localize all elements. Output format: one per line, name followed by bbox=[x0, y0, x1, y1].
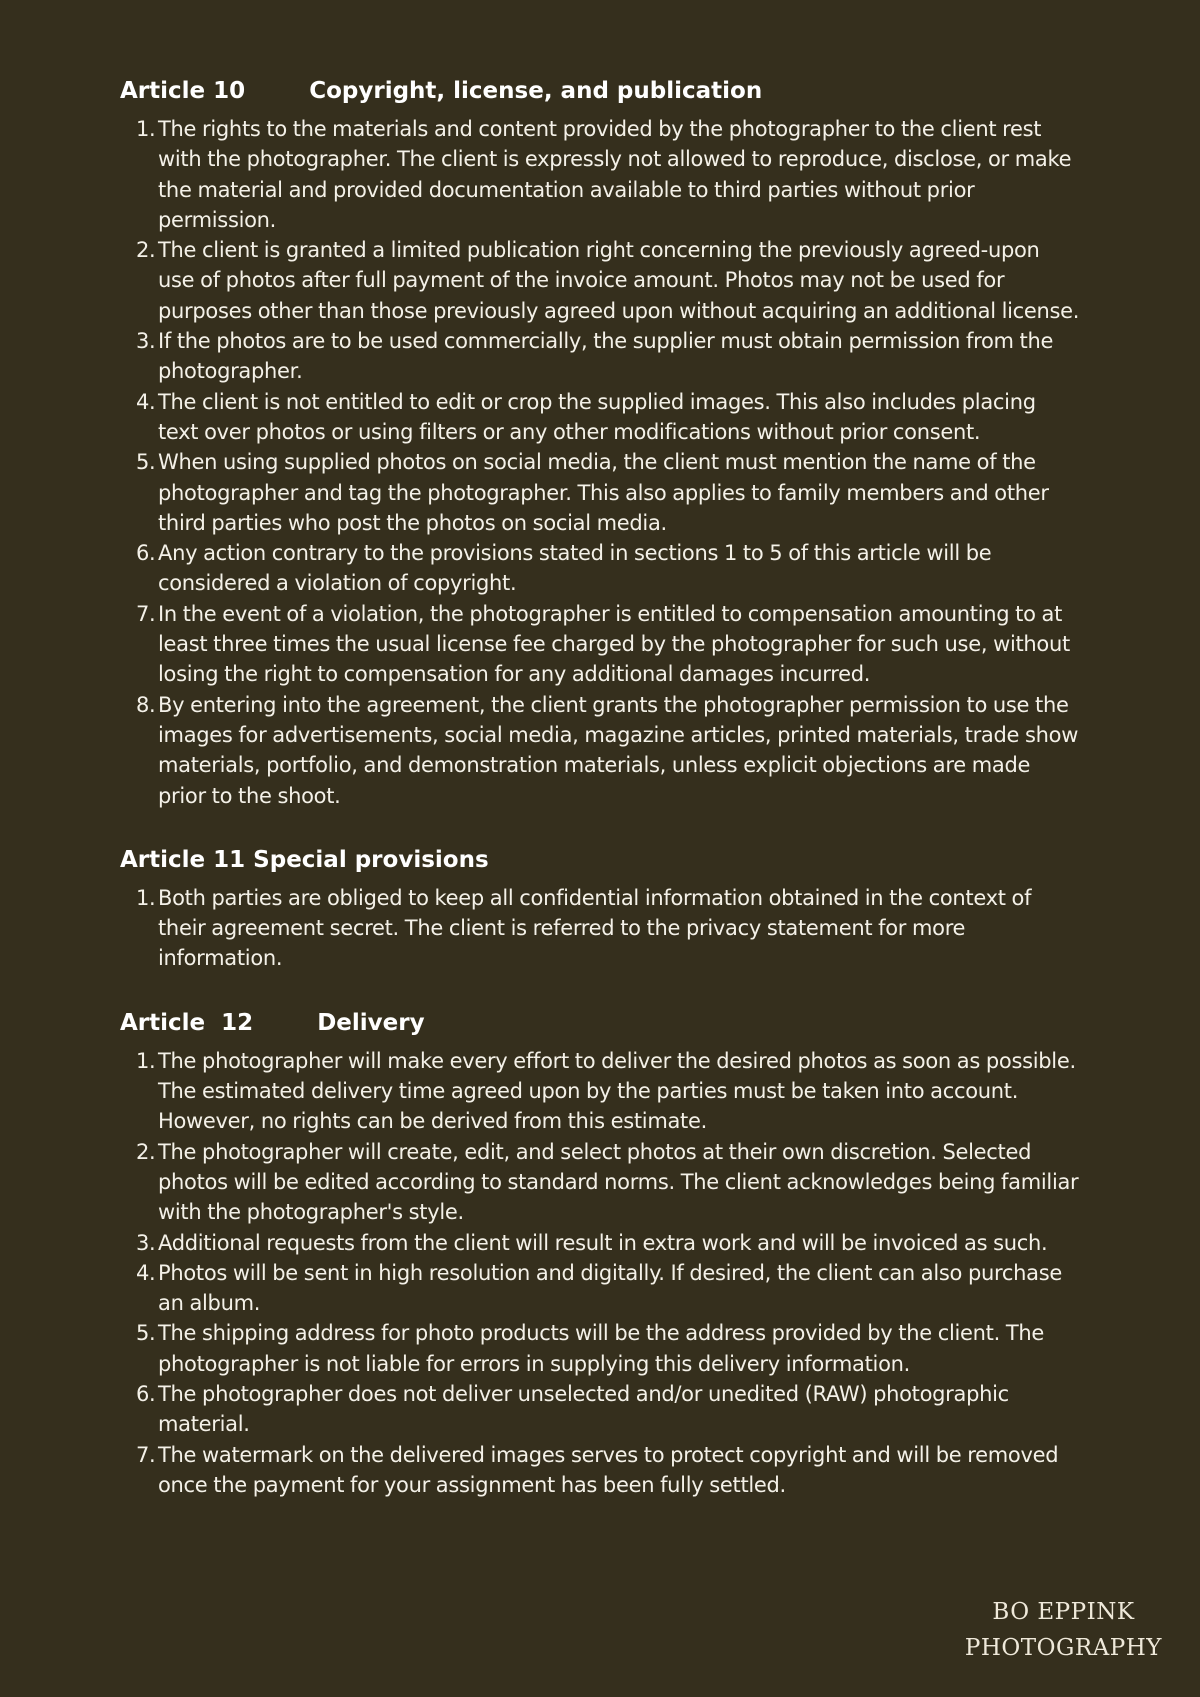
list-item bbox=[120, 1228, 1080, 1258]
list-item bbox=[120, 326, 1080, 387]
item-text: The shipping address for photo products will be the address provided by the client. The photographer is not liable for errors in supplying this delivery information. bbox=[158, 1321, 1045, 1376]
item-number: 2. bbox=[136, 1139, 156, 1164]
item-number: 1. bbox=[136, 1048, 156, 1073]
item-number: 4. bbox=[136, 1260, 156, 1285]
item-text: The watermark on the delivered images serves to protect copyright and will be removed once the payment for your assignment has been fully settled. bbox=[158, 1442, 1059, 1497]
document-body bbox=[120, 72, 1080, 1500]
item-text: The client is not entitled to edit or crop the supplied images. This also includes placing text over photos or using filters or any other modifications without prior consent. bbox=[158, 389, 1036, 444]
article-10 bbox=[120, 72, 1080, 811]
article-12 bbox=[120, 1004, 1080, 1500]
item-text: In the event of a violation, the photographer is entitled to compensation amounting to at least three times the usual license fee charged by the photographer for such use, without losing the right to compensation for any additional damages incurred. bbox=[158, 601, 1070, 687]
list-item bbox=[120, 1318, 1080, 1379]
article-10-list bbox=[120, 114, 1080, 811]
item-number: 7. bbox=[136, 601, 156, 626]
item-text: The photographer will create, edit, and select photos at their own discretion. Selected photos will be edited according to standard norms. The client acknowledges being familiar with the photographer's style. bbox=[158, 1139, 1079, 1225]
item-text: When using supplied photos on social media, the client must mention the name of the photographer and tag the photographer. This also applies to family members and other third parties who post the photos on social media. bbox=[158, 450, 1049, 535]
list-item bbox=[120, 387, 1080, 448]
article-11 bbox=[120, 841, 1080, 974]
item-number: 5. bbox=[136, 450, 156, 475]
item-text: If the photos are to be used commercially, the supplier must obtain permission from the photographer. bbox=[158, 329, 1054, 384]
item-number: 8. bbox=[136, 692, 156, 717]
article-10-heading: Article 10 Copyright, license, and publication bbox=[120, 78, 763, 104]
item-number: 5. bbox=[136, 1321, 156, 1346]
item-number: 1. bbox=[136, 117, 156, 141]
item-text: The rights to the materials and content provided by the photographer to the client rest with the photographer. The client is expressly not allowed to reproduce, disclose, or make the material and provided documentation available to third parties without prior permission. bbox=[158, 117, 1072, 232]
list-item bbox=[120, 690, 1080, 811]
brand-tagline-line: PHOTOGRAPHY bbox=[964, 1635, 1162, 1661]
list-item bbox=[120, 538, 1080, 599]
item-number: 4. bbox=[136, 389, 156, 414]
item-number: 3. bbox=[136, 1230, 156, 1255]
article-12-list bbox=[120, 1046, 1080, 1500]
item-number: 7. bbox=[136, 1442, 156, 1467]
list-item bbox=[120, 447, 1080, 538]
item-text: The photographer will make every effort to deliver the desired photos as soon as possible. The estimated delivery time agreed upon by the parties must be taken into account. However, no rights can be derived from this estimate. bbox=[158, 1048, 1076, 1134]
item-number: 2. bbox=[136, 238, 156, 263]
item-number: 1. bbox=[136, 885, 156, 910]
list-item bbox=[120, 1258, 1080, 1319]
item-number: 3. bbox=[136, 329, 156, 354]
list-item bbox=[120, 235, 1080, 326]
brand-signature bbox=[965, 1594, 1162, 1666]
article-11-list bbox=[120, 883, 1080, 974]
list-item bbox=[120, 1379, 1080, 1440]
item-text: Both parties are obliged to keep all confidential information obtained in the context of their agreement secret. The client is referred to the privacy statement for more information. bbox=[158, 885, 1032, 971]
item-text: The photographer does not deliver unselected and/or unedited (RAW) photographic material. bbox=[158, 1381, 1009, 1437]
list-item bbox=[120, 599, 1080, 690]
item-number: 6. bbox=[136, 1381, 156, 1406]
brand-name-line: BO EPPINK bbox=[992, 1599, 1135, 1625]
list-item bbox=[120, 114, 1080, 235]
item-number: 6. bbox=[136, 541, 156, 566]
item-text: Additional requests from the client will result in extra work and will be invoiced as such. bbox=[158, 1230, 1048, 1255]
article-11-heading: Article 11 Special provisions bbox=[120, 846, 489, 873]
list-item bbox=[120, 883, 1080, 974]
item-text: Photos will be sent in high resolution and digitally. If desired, the client can also purchase an album. bbox=[158, 1260, 1062, 1316]
item-text: Any action contrary to the provisions stated in sections 1 to 5 of this article will be considered a violation of copyright. bbox=[158, 541, 992, 596]
article-12-heading: Article 12 Delivery bbox=[120, 1009, 425, 1036]
list-item bbox=[120, 1137, 1080, 1228]
item-text: The client is granted a limited publication right concerning the previously agreed-upon use of photos after full payment of the invoice amount. Photos may not be used for purposes other than those previously agreed upon without acquiring an additional license. bbox=[158, 238, 1080, 323]
item-text: By entering into the agreement, the client grants the photographer permission to use the images for advertisements, social media, magazine articles, printed materials, trade show materials, portfolio, and demonstration materials, unless explicit objections are made prior to the shoot. bbox=[158, 692, 1079, 808]
list-item bbox=[120, 1440, 1080, 1501]
list-item bbox=[120, 1046, 1080, 1137]
